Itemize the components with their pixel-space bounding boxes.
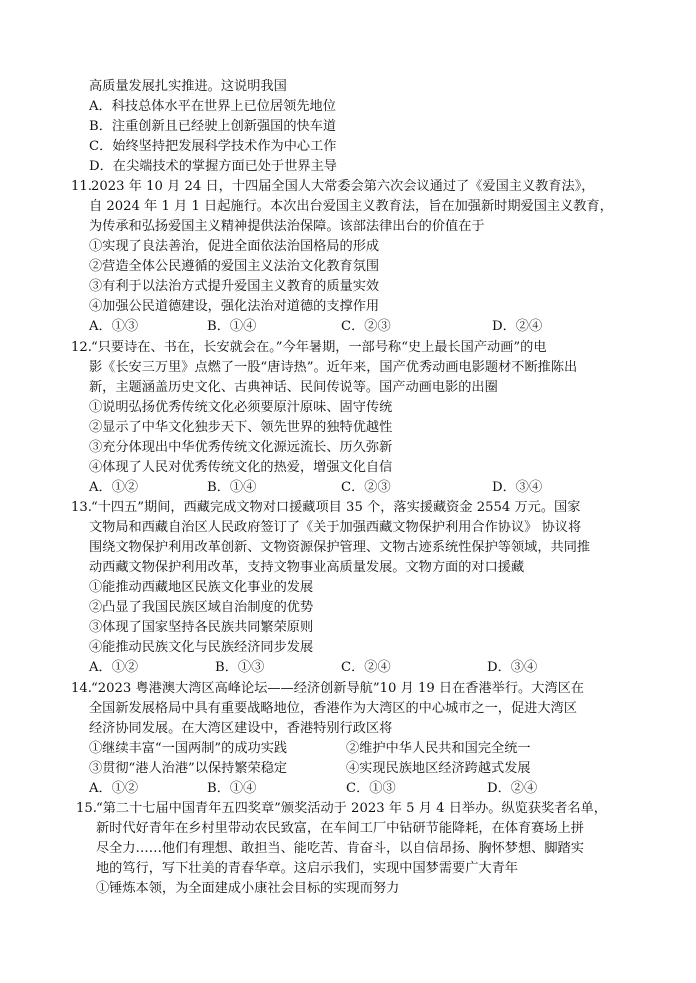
q10-option-b: B．注重创新且已经驶上创新强国的快车道: [89, 119, 337, 134]
q13-stem-line-3: 围绕文物保护利用改革创新、文物资源保护管理、文物古迹系统性保护等领域，共同推: [89, 540, 591, 555]
q12-statement-2: ②显示了中华文化独步天下、领先世界的独特优越性: [89, 420, 393, 435]
q12-statement-3: ③充分体现出中华优秀传统文化源远流长、历久弥新: [89, 440, 393, 455]
q11-choice-b: B．①④: [207, 319, 257, 334]
q15-stem-line-4: 地的笃行，写下壮美的青春华章。这启示我们，实现中国梦需要广大青年: [96, 861, 518, 876]
q12-choice-c: C．②③: [341, 480, 391, 495]
q12-statement-4: ④体现了人民对优秀传统文化的热爱，增强文化自信: [89, 460, 393, 475]
q15-stem-line-2: 新时代好青年在乡村里带动农民致富，在车间工厂中钻研节能降耗，在体育赛场上拼: [96, 821, 584, 836]
q12-choice-b: B．①④: [207, 480, 257, 495]
q10-option-a: A．科技总体水平在世界上已位居领先地位: [89, 99, 336, 114]
q14-stem-line-3: 经济协同发展。在大湾区建设中，香港特别行政区将: [89, 721, 393, 736]
q14-statement-1: ①继续丰富“一国两制”的成功实践: [89, 741, 288, 756]
q11-stem-line-3: 为传承和弘扬爱国主义精神提供法治保障。该部法律出台的价值在于: [89, 219, 485, 234]
q10-option-c: C．始终坚持把发展科学技术作为中心工作: [89, 139, 337, 154]
q13-number: 13.: [71, 500, 92, 515]
q15-stem-line-1: [76, 799, 607, 819]
q12-number: 12.: [71, 340, 92, 355]
q10-option-d: D．在尖端技术的掌握方面已处于世界主导: [89, 159, 337, 174]
q14-number: 14.: [71, 681, 92, 696]
q14-statement-3: ③贯彻“港人治港”以保持繁荣稳定: [89, 761, 288, 776]
q11-statement-3: ③有利于以法治方式提升爱国主义教育的质量实效: [89, 279, 380, 294]
q13-choice-a: A．①②: [89, 660, 139, 675]
q13-statement-1: ①能推动西藏地区民族文化事业的发展: [89, 580, 314, 595]
q12-stem-line-3: 新，主题涵盖历史文化、古典神话、民间传说等。国产动画电影的出圈: [89, 380, 498, 395]
q13-statement-3: ③体现了国家坚持各民族共同繁荣原则: [89, 620, 314, 635]
q14-choice-d: D．②④: [487, 781, 538, 796]
q14-stem-line-2: 全国新发展格局中具有重要战略地位，香港作为大湾区的中心城市之一，促进大湾区: [89, 701, 577, 716]
q10-stem-tail: 高质量发展扎实推进。这说明我国: [89, 79, 287, 94]
q11-statement-4: ④加强公民道德建设，强化法治对道德的支撑作用: [89, 299, 380, 314]
q15-stem-text-1: “第二十七届中国青年五四奖章”颁奖活动于 2023 年 5 月 4 日举办。纵览获奖者名单，: [96, 801, 607, 816]
q14-stem-line-1: [71, 679, 584, 699]
q11-stem-line-2: 自 2024 年 1 月 1 日起施行。本次出台爱国主义教育法，旨在加强新时期爱国主义教育，: [89, 199, 613, 214]
q14-choice-b: B．①④: [207, 781, 257, 796]
q11-stem-line-1: [71, 177, 594, 197]
q11-choice-d: D．②④: [492, 319, 543, 334]
q13-stem-text-1: “十四五”期间，西藏完成文物对口援藏项目 35 个，落实援藏资金 2554 万元。国家: [91, 500, 581, 515]
q12-choice-d: D．③④: [492, 480, 543, 495]
q15-statement-1: ①锤炼本领，为全面建成小康社会目标的实现而努力: [96, 881, 400, 896]
q11-choice-c: C．②③: [341, 319, 391, 334]
q12-statement-1: ①说明弘扬优秀传统文化必须要原汁原味、固守传统: [89, 400, 393, 415]
q14-statement-2: ②维护中华人民共和国完全统一: [346, 741, 531, 756]
q12-choice-a: A．①②: [89, 480, 139, 495]
q14-statement-4: ④实现民族地区经济跨越式发展: [346, 761, 531, 776]
q11-choice-a: A．①③: [89, 319, 139, 334]
q12-stem-line-2: 影《长安三万里》点燃了一股“唐诗热”。近年来，国产优秀动画电影题材不断推陈出: [89, 360, 578, 375]
q11-stem-text-1: 2023 年 10 月 24 日，十四届全国人大常委会第六次会议通过了《爱国主义教育法》，: [91, 179, 595, 194]
q11-number: 11.: [71, 179, 92, 194]
q15-number: 15.: [76, 801, 97, 816]
q11-statement-2: ②营造全体公民遵循的爱国主义法治文化教育氛围: [89, 259, 380, 274]
q14-choice-a: A．①②: [89, 781, 139, 796]
q14-stem-text-1: “2023 粤港澳大湾区高峰论坛——经济创新导航”10 月 19 日在香港举行。大湾区在: [91, 681, 584, 696]
q13-stem-line-1: [71, 498, 580, 518]
q13-choice-c: C．②④: [341, 660, 391, 675]
q11-statement-1: ①实现了良法善治，促进全面依法治国格局的形成: [89, 239, 380, 254]
q12-stem-line-1: [71, 338, 547, 358]
q15-stem-line-3: 尽全力……他们有理想、敢担当、能吃苦、肯奋斗，以自信昂扬、胸怀梦想、脚踏实: [96, 841, 584, 856]
q13-stem-line-2: 文物局和西藏自治区人民政府签订了《关于加强西藏文物保护利用合作协议》 协议将: [89, 520, 582, 535]
q12-stem-text-1: “只要诗在、书在，长安就会在。”今年暑期，一部号称“史上最长国产动画”的电: [91, 340, 547, 355]
q14-choice-c: C．①③: [346, 781, 396, 796]
q13-statement-4: ④能推动民族文化与民族经济同步发展: [89, 640, 314, 655]
q13-choice-d: D．③④: [487, 660, 538, 675]
q13-choice-b: B．①③: [215, 660, 265, 675]
q13-stem-line-4: 动西藏文物保护利用改革，支持文物事业高质量发展。文物方面的对口援藏: [89, 560, 525, 575]
q13-statement-2: ②凸显了我国民族区域自治制度的优势: [89, 600, 314, 615]
